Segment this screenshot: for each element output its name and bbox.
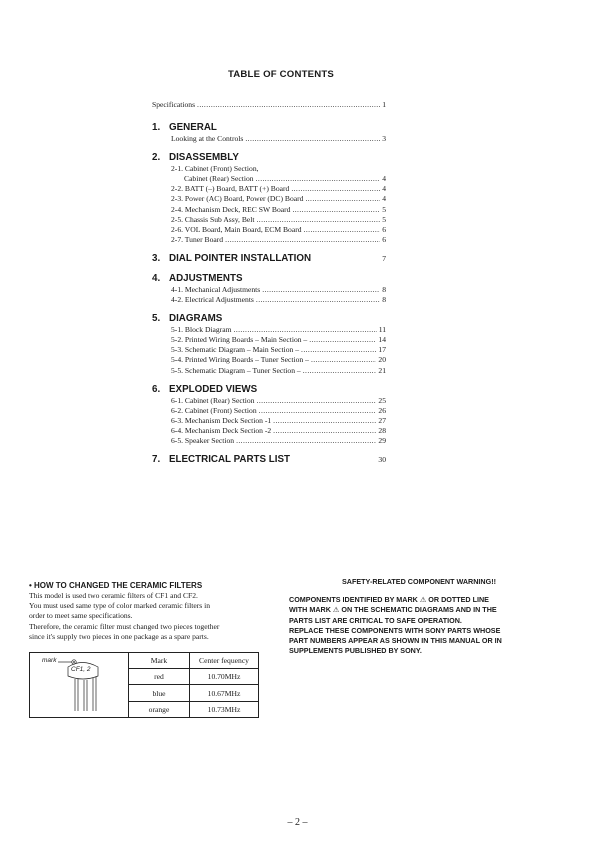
toc-entry[interactable] xyxy=(152,396,386,406)
text-line: Therefore, the ceramic filter must changed two pieces together xyxy=(29,621,220,631)
cf-label: CF1, 2 xyxy=(71,666,91,673)
toc-entry-title: 2-4. Mechanism Deck, REC SW Board xyxy=(171,204,291,214)
toc-entry-page: 14 xyxy=(378,335,386,345)
table-cell: orange xyxy=(129,701,190,717)
toc-entry-page: 4 xyxy=(382,174,386,184)
toc-entry[interactable] xyxy=(152,215,386,225)
toc-entry[interactable] xyxy=(152,325,386,335)
table-of-contents xyxy=(152,100,386,466)
toc-section-electrical-parts[interactable] xyxy=(152,454,386,466)
table-cell: red xyxy=(129,669,190,685)
toc-entry[interactable] xyxy=(152,366,386,376)
toc-entry[interactable] xyxy=(152,426,386,436)
table-row xyxy=(129,685,258,701)
toc-entry-page: 6 xyxy=(382,234,386,244)
toc-entry-page: 11 xyxy=(378,325,386,335)
dot-leader xyxy=(262,285,380,295)
toc-entry-page: 8 xyxy=(382,295,386,305)
page-number: – 2 – xyxy=(287,817,308,828)
section-title: DISASSEMBLY xyxy=(169,152,239,164)
table-cell: blue xyxy=(129,685,190,701)
section-number: 3. xyxy=(152,252,161,264)
toc-entry[interactable] xyxy=(152,174,386,184)
toc-entry-title: 5-4. Printed Wiring Boards – Tuner Section – xyxy=(171,355,309,365)
toc-entry-title: 2-1. Cabinet (Front) Section, xyxy=(171,164,259,174)
toc-entry-title: 2-3. Power (AC) Board, Power (DC) Board xyxy=(171,194,304,204)
toc-entry-title: 6-3. Mechanism Deck Section -1 xyxy=(171,415,272,425)
toc-section-adjustments[interactable] xyxy=(152,273,386,285)
dot-leader xyxy=(234,325,377,335)
toc-entry[interactable] xyxy=(152,335,386,345)
toc-entry-title: 2-2. BATT (–) Board, BATT (+) Board xyxy=(171,184,290,194)
section-title: DIAL POINTER INSTALLATION xyxy=(169,252,312,264)
toc-entry[interactable] xyxy=(152,406,386,416)
dot-leader xyxy=(304,225,381,235)
ceramic-filter-table xyxy=(29,652,259,718)
text-line: You must used same type of color marked ceramic filters in xyxy=(29,601,211,611)
warning-line: REPLACE THESE COMPONENTS WITH SONY PARTS WHOSE xyxy=(289,625,501,635)
toc-entry-title: 4-2. Electrical Adjustments xyxy=(171,295,254,305)
safety-warning-title: SAFETY-RELATED COMPONENT WARNING!! xyxy=(342,577,496,586)
toc-entry-title: 6-4. Mechanism Deck Section -2 xyxy=(171,425,272,435)
toc-entry-page: 27 xyxy=(378,415,386,425)
ceramic-filter-text xyxy=(29,591,269,642)
section-number: 4. xyxy=(152,272,161,284)
ceramic-filter-note xyxy=(29,581,269,642)
section-number: 7. xyxy=(152,454,161,466)
toc-section-diagrams[interactable] xyxy=(152,313,386,325)
dot-leader xyxy=(256,295,380,305)
dot-leader xyxy=(245,134,380,144)
toc-section-exploded-views[interactable] xyxy=(152,384,386,396)
toc-entry-page: 4 xyxy=(382,184,386,194)
page-title: TABLE OF CONTENTS xyxy=(227,69,335,80)
toc-entry-page: 29 xyxy=(378,435,386,445)
section-number: 6. xyxy=(152,383,161,395)
toc-entry-title: 2-6. VOL Board, Main Board, ECM Board xyxy=(171,224,302,234)
section-title: ADJUSTMENTS xyxy=(169,272,243,284)
toc-entry-page: 8 xyxy=(382,284,386,294)
column-header: Mark xyxy=(129,653,190,669)
warning-line: WITH MARK ⚠ ON THE SCHEMATIC DIAGRAMS AND IN THE xyxy=(289,605,497,615)
toc-entry[interactable] xyxy=(152,436,386,446)
toc-entry-page: 6 xyxy=(382,224,386,234)
toc-entry[interactable] xyxy=(152,184,386,194)
toc-entry[interactable] xyxy=(152,164,386,174)
toc-entry-page: 5 xyxy=(382,214,386,224)
dot-leader xyxy=(257,396,377,406)
dot-leader xyxy=(301,345,376,355)
toc-entry-page: 17 xyxy=(378,345,386,355)
table-header-row xyxy=(129,653,258,669)
toc-entry[interactable] xyxy=(152,205,386,215)
toc-section-general[interactable] xyxy=(152,122,386,134)
section-title: ELECTRICAL PARTS LIST xyxy=(169,454,291,466)
warning-line: SUPPLEMENTS PUBLISHED BY SONY. xyxy=(289,646,422,656)
section-title: GENERAL xyxy=(169,122,217,134)
toc-entry-title: 2-5. Chassis Sub Assy, Belt xyxy=(171,214,255,224)
toc-entry[interactable] xyxy=(152,235,386,245)
toc-entry-page: 3 xyxy=(382,134,386,144)
toc-entry-title: 2-7. Tuner Board xyxy=(171,234,224,244)
mark-label: mark xyxy=(42,657,57,664)
dot-leader xyxy=(197,100,380,110)
toc-entry-page: 4 xyxy=(382,194,386,204)
dot-leader xyxy=(259,406,377,416)
dot-leader xyxy=(303,366,377,376)
toc-entry[interactable] xyxy=(152,416,386,426)
toc-entry-title: 5-1. Block Diagram xyxy=(171,325,232,335)
toc-entry-title: 5-2. Printed Wiring Boards – Main Section – xyxy=(171,335,308,345)
toc-section-dial-pointer[interactable] xyxy=(152,253,386,265)
dot-leader xyxy=(291,184,380,194)
toc-entry-title: 5-3. Schematic Diagram – Main Section – xyxy=(171,345,300,355)
dot-leader xyxy=(273,416,376,426)
safety-warning xyxy=(289,577,549,656)
text-line: This model is used two ceramic filters of CF1 and CF2. xyxy=(29,591,198,600)
warning-line: COMPONENTS IDENTIFIED BY MARK ⚠ OR DOTTED LINE xyxy=(289,595,489,605)
table-cell: 10.67MHz xyxy=(190,685,259,701)
toc-entry-page: 21 xyxy=(378,365,386,375)
column-header: Center fequency xyxy=(190,653,259,669)
dot-leader xyxy=(256,174,381,184)
toc-entry[interactable] xyxy=(152,285,386,295)
toc-entry-title: 6-5. Speaker Section xyxy=(171,435,235,445)
dot-leader xyxy=(225,235,380,245)
section-number: 1. xyxy=(152,122,161,134)
toc-entry[interactable] xyxy=(152,295,386,305)
toc-entry[interactable] xyxy=(152,345,386,355)
ceramic-filter-title: • HOW TO CHANGED THE CERAMIC FILTERS xyxy=(29,581,203,590)
toc-section-disassembly[interactable] xyxy=(152,152,386,164)
toc-entry[interactable] xyxy=(152,134,386,144)
toc-entry-page: 25 xyxy=(378,395,386,405)
toc-entry-specifications[interactable] xyxy=(152,100,386,110)
table-row xyxy=(129,669,258,685)
toc-entry-page: 26 xyxy=(378,405,386,415)
toc-entry-page: 30 xyxy=(378,455,386,465)
table-cell: 10.70MHz xyxy=(190,669,259,685)
dot-leader xyxy=(311,355,376,365)
section-number: 2. xyxy=(152,152,161,164)
toc-entry-title: 6-1. Cabinet (Rear) Section xyxy=(171,395,255,405)
dot-leader xyxy=(236,436,376,446)
toc-entry-page: 5 xyxy=(382,204,386,214)
toc-entry-title: Looking at the Controls xyxy=(171,134,244,144)
table-cell: 10.73MHz xyxy=(190,701,259,717)
text-line: order to meet same specifications. xyxy=(29,611,133,621)
section-title: DIAGRAMS xyxy=(169,313,223,325)
toc-entry-page: 7 xyxy=(382,253,386,263)
toc-entry-page: 1 xyxy=(382,100,386,109)
dot-leader xyxy=(273,426,376,436)
toc-entry[interactable] xyxy=(152,225,386,235)
toc-entry-title: Specifications xyxy=(152,100,196,109)
section-title: EXPLODED VIEWS xyxy=(169,383,258,395)
dot-leader xyxy=(309,335,376,345)
frequency-table xyxy=(129,653,258,717)
toc-entry[interactable] xyxy=(152,194,386,204)
dot-leader xyxy=(305,194,380,204)
toc-entry-page: 20 xyxy=(378,355,386,365)
toc-entry-title: 4-1. Mechanical Adjustments xyxy=(171,284,261,294)
toc-entry-title: 5-5. Schematic Diagram – Tuner Section – xyxy=(171,365,301,375)
ceramic-filter-drawing xyxy=(30,653,129,717)
warning-line: PART NUMBERS APPEAR AS SHOWN IN THIS MANUAL OR IN xyxy=(289,636,502,646)
toc-entry-page: 28 xyxy=(378,425,386,435)
toc-entry-title: Cabinet (Rear) Section xyxy=(184,174,254,184)
table-row xyxy=(129,701,258,717)
dot-leader xyxy=(256,215,380,225)
toc-entry-title: 6-2. Cabinet (Front) Section xyxy=(171,405,257,415)
dot-leader xyxy=(292,205,380,215)
text-line: since it's supply two pieces in one package as a spare parts. xyxy=(29,631,209,641)
toc-entry[interactable] xyxy=(152,355,386,365)
section-number: 5. xyxy=(152,313,161,325)
warning-line: PARTS LIST ARE CRITICAL TO SAFE OPERATION. xyxy=(289,615,462,625)
